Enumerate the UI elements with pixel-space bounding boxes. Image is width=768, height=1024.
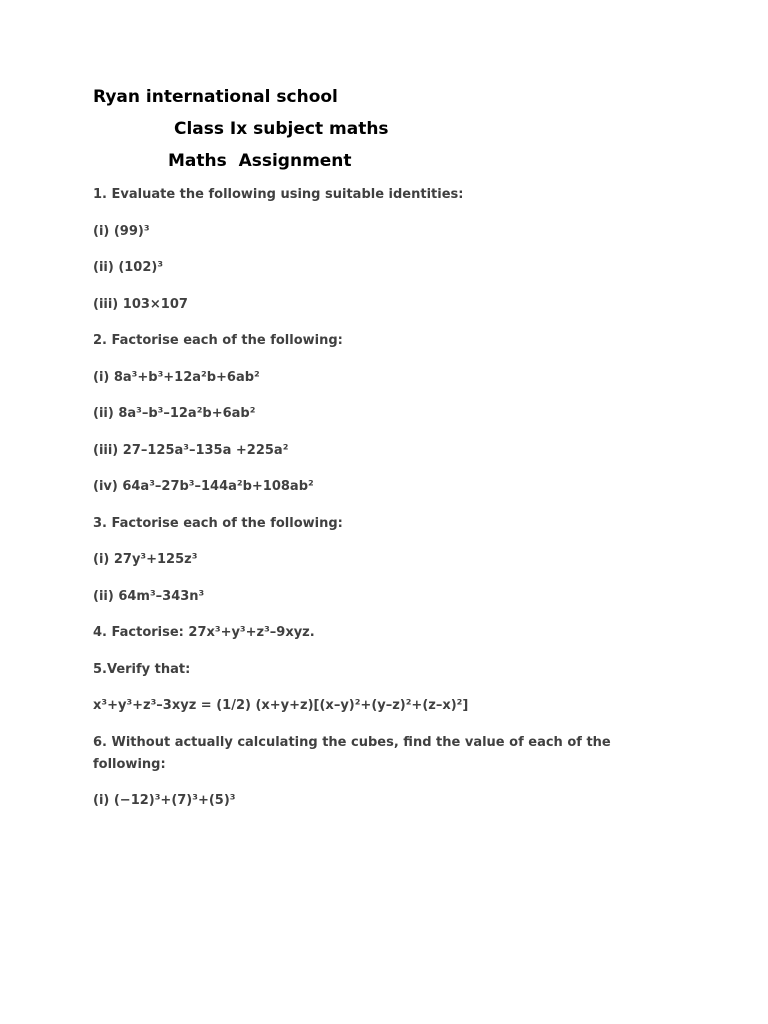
question-2-part-iv: (iv) 64a³–27b³–144a²b+108ab²	[93, 479, 314, 494]
question-2-part-i: (i) 8a³+b³+12a²b+6ab²	[93, 369, 260, 385]
question-2-heading: 2. Factorise each of the following:	[93, 333, 343, 348]
question-6-part-i: (i) (−12)³+(7)³+(5)³	[93, 793, 236, 808]
question-3-heading: 3. Factorise each of the following:	[93, 515, 343, 531]
question-5-heading: 5.Verify that:	[93, 661, 191, 677]
question-5-identity: x³+y³+z³–3xyz = (1/2) (x+y+z)[(x–y)²+(y–z)²+(z–x)²]	[93, 698, 469, 713]
question-3-part-ii: (ii) 64m³–343n³	[93, 588, 205, 604]
question-1-part-i: (i) (99)³	[93, 223, 150, 239]
assignment-questions	[93, 184, 693, 812]
class-subject: Class Ix subject maths	[174, 119, 389, 139]
question-1-part-iii: (iii) 103×107	[93, 296, 188, 312]
school-name: Ryan international school	[93, 87, 338, 107]
question-1-heading: 1. Evaluate the following using suitable identities:	[93, 187, 464, 202]
question-1-part-ii: (ii) (102)³	[93, 260, 164, 275]
document-page	[93, 86, 693, 827]
question-2-part-ii: (ii) 8a³–b³–12a²b+6ab²	[93, 406, 256, 421]
question-4: 4. Factorise: 27x³+y³+z³–9xyz.	[93, 625, 315, 640]
assignment-title: Maths Assignment	[168, 151, 352, 171]
question-3-part-i: (i) 27y³+125z³	[93, 552, 198, 567]
question-6-heading: 6. Without actually calculating the cubes, find the value of each of the following:	[93, 734, 616, 772]
question-2-part-iii: (iii) 27–125a³–135a +225a²	[93, 442, 289, 458]
